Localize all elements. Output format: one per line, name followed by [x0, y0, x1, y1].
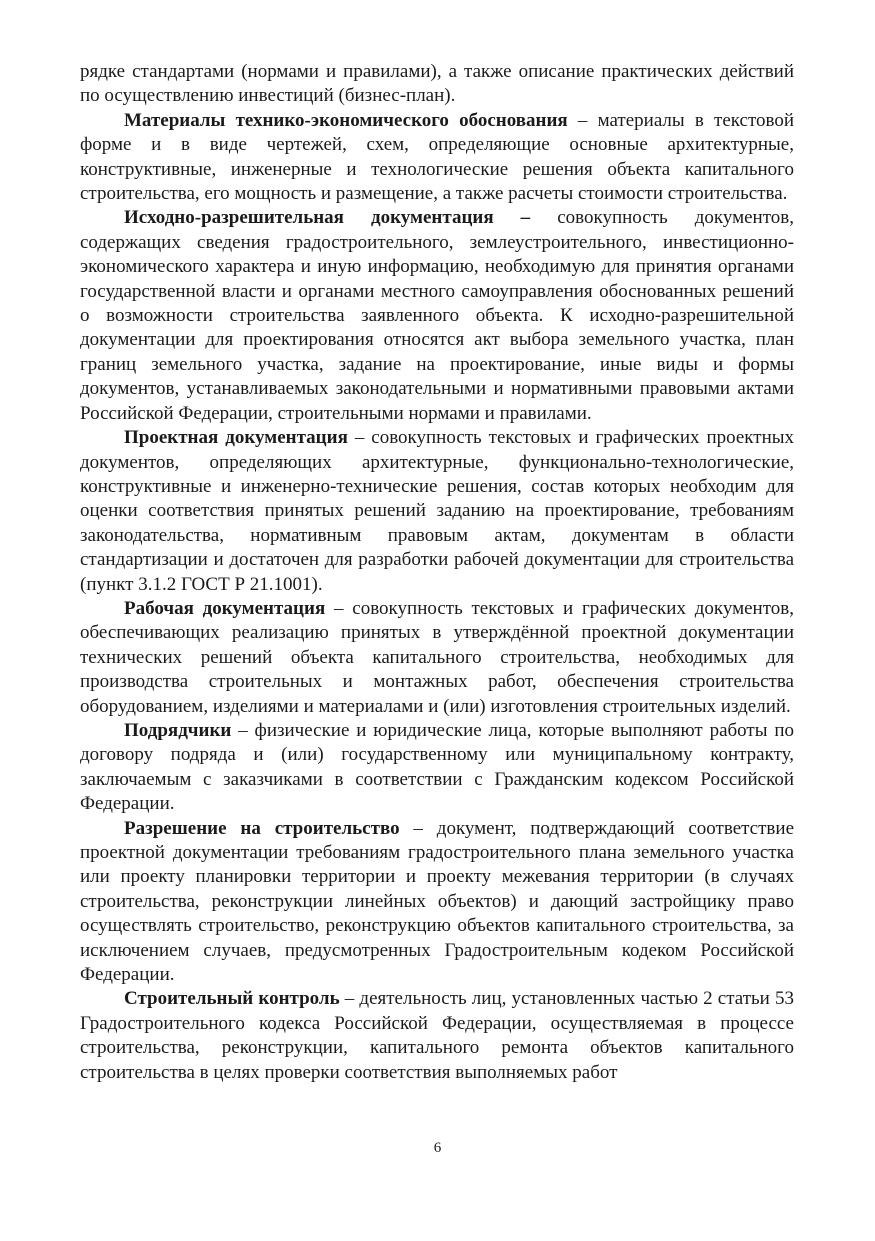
definition-paragraph	[80, 987, 794, 1085]
definition-text: совокупность документов, содержащих сведения градостроительного, землеустроительного, инвестиционно-экономического характера и иную информацию, необходимую для принятия органами государственной власти и органами местного самоуправления обоснованных решений о возможности строительства заявленного объекта. К исходно-разрешительной документации для проектирования относятся акт выбора земельного участка, план границ земельного участка, задание на проектирование, иные виды и формы документов, устанавливаемых законодательными и нормативными правовыми актами Российской Федерации, строительными нормами и правилами.	[80, 207, 794, 424]
page-number: 6	[433, 1140, 442, 1156]
definition-term: Проектная документация	[124, 427, 348, 449]
definition-term: Рабочая документация	[124, 597, 326, 619]
definition-text: – совокупность текстовых и графических проектных документов, определяющих архитектурные, функционально-технологические, конструктивные и инженерно-технические решения, состав которых необходим для оценки соответствия принятых решений заданию на проектирование, требованиям законодательства, нормативным правовым актам, документам в области стандартизации и достаточен для разработки рабочей документации для строительства (пункт 3.1.2 ГОСТ Р 21.1001).	[80, 427, 794, 595]
definition-text: – документ, подтверждающий соответствие проектной документации требованиям градостроительного плана земельного участка или проекту планировки территории и проекту межевания территории (в случаях строительства, реконструкции линейных объектов) и дающий застройщику право осуществлять строительство, реконструкцию объектов капитального строительства, за исключением случаев, предусмотренных Градостроительным кодеком Российской Федерации.	[80, 817, 794, 986]
definition-term: Исходно-разрешительная документация –	[124, 207, 531, 229]
definition-paragraph	[80, 597, 794, 719]
definition-text: – совокупность текстовых и графических документов, обеспечивающих реализацию принятых в утверждённой проектной документации технических решений объекта капитального строительства, необходимых для производства строительных и монтажных работ, обеспечения строительства оборудованием, изделиями и материалами и (или) изготовления строительных изделий.	[80, 597, 794, 717]
definition-term: Разрешение на строительство	[124, 817, 400, 839]
definition-text: – физические и юридические лица, которые выполняют работы по договору подряда и (или) государственному или муниципальному контракту, заключаемым с заказчиками в соответствии с Гражданским кодексом Российской Федерации.	[80, 719, 794, 815]
definition-term: Материалы технико-экономического обоснования	[124, 109, 568, 131]
definition-term: Подрядчики	[124, 719, 232, 741]
definition-term: Строительный контроль	[124, 988, 340, 1010]
definition-paragraph	[80, 206, 794, 426]
continuation-paragraph: рядке стандартами (нормами и правилами), а также описание практических действий по осуществлению инвестиций (бизнес-план).	[80, 61, 794, 107]
definition-text: – деятельность лиц, установленных частью 2 статьи 53 Градостроительного кодекса Российской Федерации, осуществляемая в процессе строительства, реконструкции, капитального ремонта объектов капитального строительства в целях проверки соответствия выполняемых работ	[80, 988, 794, 1083]
definition-paragraph	[80, 109, 794, 207]
page-body	[80, 60, 794, 1085]
definition-paragraph	[80, 426, 794, 597]
definition-paragraph	[80, 817, 794, 988]
definition-paragraph	[80, 719, 794, 817]
definition-text: – материалы в текстовой форме и в виде чертежей, схем, определяющие основные архитектурные, конструктивные, инженерные и технологические решения объекта капитального строительства, его мощность и размещение, а также расчеты стоимости строительства.	[80, 109, 794, 205]
